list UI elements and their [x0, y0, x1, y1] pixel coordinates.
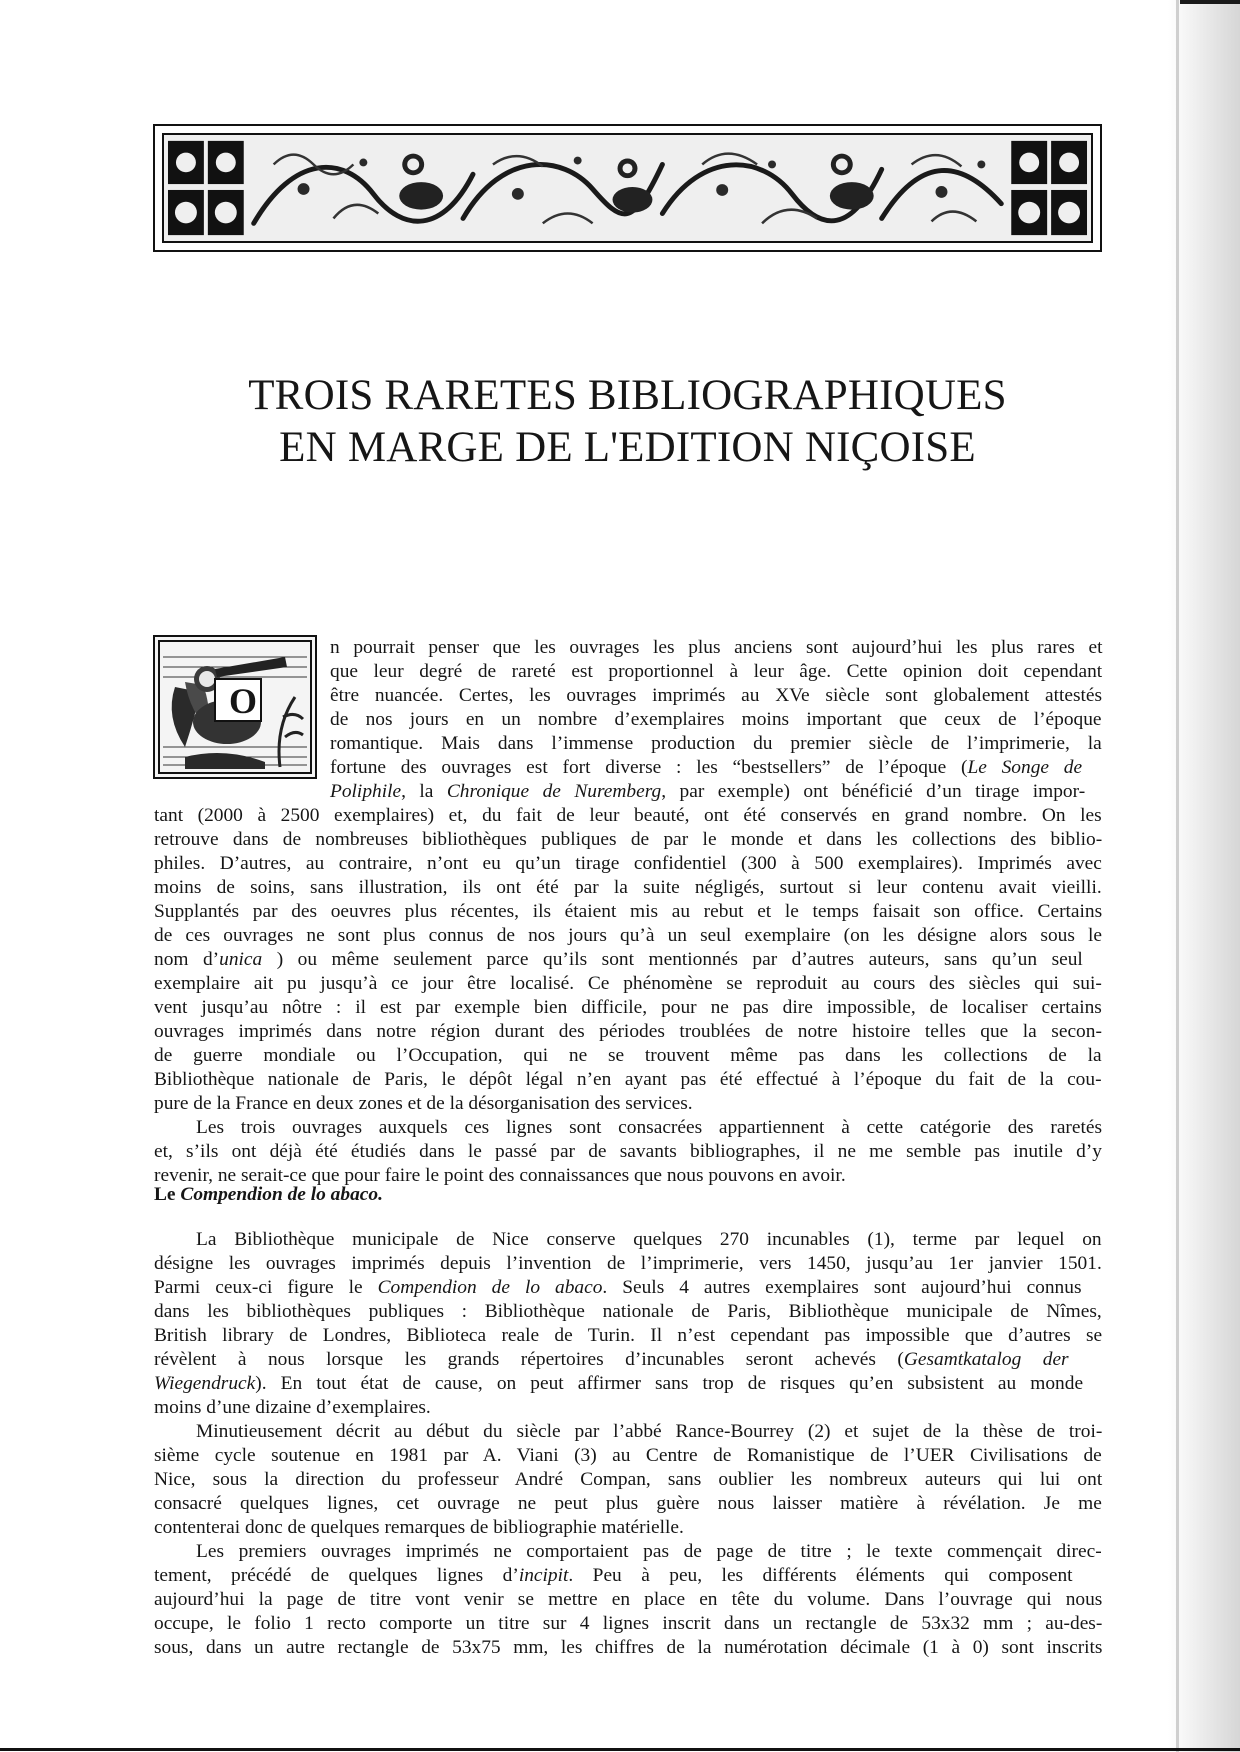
body-line: retrouve dans de nombreuses bibliothèques publiques de par le monde et dans les collections des biblio- [154, 829, 1103, 850]
body-line [154, 1276, 1082, 1300]
body-line: moins de soins, sans illustration, ils ont été par la suite négligés, surtout si leur contenu avait vieilli. [154, 877, 1102, 898]
italic-book-title: Chronique de Nuremberg [446, 781, 662, 802]
body-line: revenir, ne serait-ce que pour faire le point des connaissances que nous pouvons en avoir. [154, 1165, 846, 1186]
body-line: ouvrages imprimés dans notre région durant des périodes troublées de notre histoire telles que la secon- [154, 1021, 1102, 1042]
body-line: consacré quelques lignes, cet ouvrage ne peut plus guère nous laisser matière à révélation. Je me [154, 1493, 1102, 1514]
body-line: La Bibliothèque municipale de Nice conserve quelques 270 incunables (1), terme par lequel on [196, 1229, 1102, 1250]
body-line: moins d’une dizaine d’exemplaires. [154, 1397, 431, 1418]
body-line: Nice, sous la direction du professeur André Compan, sans oublier les nombreux auteurs qui lui ont [154, 1469, 1103, 1490]
text-run: ). En tout état de cause, on peut affirmer sans trop de risques qu’en subsistent au monde [255, 1373, 1084, 1394]
text-run: ) ou même seulement parce qu’ils sont mentionnés par d’autres auteurs, sans qu’un seul [262, 949, 1083, 970]
scan-bottom-rule [0, 1748, 1240, 1751]
body-line: philes. D’autres, au contraire, n’ont eu qu’un tirage confidentiel (300 à 500 exemplaires). Imprimés avec [154, 853, 1102, 874]
scan-top-rule [1180, 0, 1240, 4]
body-line: Bibliothèque nationale de Paris, le dépôt légal n’en ayant pas été effectué à l’époque du fait de la cou- [154, 1069, 1102, 1090]
body-line: de nos jours en un nombre d’exemplaires moins important que ceux de l’époque [330, 709, 1102, 730]
body-line: être nuancée. Certes, les ouvrages imprimés au XVe siècle sont globalement attestés [330, 685, 1103, 706]
body-line: Les premiers ouvrages imprimés ne comportaient pas de page de titre ; le texte commençait direc- [196, 1541, 1102, 1562]
body-line [154, 1372, 1083, 1396]
body-line: tant (2000 à 2500 exemplaires) et, du fait de leur beauté, ont été conservés en grand nombre. On les [154, 805, 1102, 826]
body-line: exemplaire ait pu jusqu’à ce jour être localisé. Ce phénomène se reproduit au cours des siècles qui sui- [154, 973, 1102, 994]
text-run: nom d’ [154, 949, 220, 970]
body-line: sième cycle soutenue en 1981 par A. Viani (3) au Centre de Romanistique de l’UER Civilisations de [154, 1445, 1102, 1466]
body-line: aujourd’hui la page de titre vont venir se mettre en place en tête du volume. Dans l’ouvrage qui nous [154, 1589, 1103, 1610]
body-line: British library de Londres, Biblioteca reale de Turin. Il n’est cependant pas impossible que d’autres se [154, 1325, 1103, 1346]
text-run: , par exemple) ont bénéficié d’un tirage impor- [661, 781, 1086, 802]
body-line: n pourrait penser que les ouvrages les plus anciens sont aujourd’hui les plus rares et [330, 637, 1103, 658]
italic-book-title: Poliphile [330, 781, 402, 802]
body-line: désigne les ouvrages imprimés depuis l’invention de l’imprimerie, vers 1450, jusqu’au 1er janvier 1501. [154, 1253, 1102, 1274]
text-run: fortune des ouvrages est fort diverse : les “bestsellers” de l’époque ( [330, 757, 968, 778]
body-line: Les trois ouvrages auxquels ces lignes sont consacrées appartiennent à cette catégorie des raretés [196, 1117, 1103, 1138]
body-line: vent jusqu’au nôtre : il est par exemple bien difficile, pour ne pas dire impossible, de localiser certains [154, 997, 1102, 1018]
italic-term: incipit [518, 1565, 569, 1586]
text-run: tement, précédé de quelques lignes d’ [154, 1565, 519, 1586]
body-line: occupe, le folio 1 recto comporte un titre sur 4 lignes inscrit dans un rectangle de 53x32 mm ; au-des- [154, 1613, 1103, 1634]
body-line: Supplantés par des oeuvres plus récentes, ils étaient mis au rebut et le temps faisait son office. Certains [154, 901, 1103, 922]
body-line: et, s’ils ont déjà été étudiés dans le passé par de savants bibliographes, il ne me semble pas inutile d’y [154, 1141, 1102, 1162]
illustrated-dropcap [153, 635, 317, 779]
scan-page-edge [1168, 0, 1240, 1752]
section-heading [154, 1183, 383, 1207]
body-line [330, 756, 1082, 780]
text-run: Parmi ceux-ci figure le [154, 1277, 378, 1298]
article-title-line-1: TROIS RARETES BIBLIOGRAPHIQUES [248, 372, 1007, 419]
italic-book-title: Le Songe de [967, 757, 1083, 778]
article-title-line-2: EN MARGE DE L'EDITION NIÇOISE [279, 424, 976, 471]
text-run: . Seuls 4 autres exemplaires sont aujourd’hui connus [602, 1277, 1082, 1298]
section-heading-title: Compendion de lo abaco. [180, 1184, 383, 1205]
body-line: de ces ouvrages ne sont plus connus de nos jours qu’à un seul exemplaire (on les désigne alors sous le [154, 925, 1103, 946]
body-line [154, 948, 1083, 972]
body-line: romantique. Mais dans l’immense production du premier siècle de l’imprimerie, la [330, 733, 1102, 754]
body-line [330, 780, 1085, 804]
body-line: Minutieusement décrit au début du siècle par l’abbé Rance-Bourrey (2) et sujet de la thèse de troi- [196, 1421, 1103, 1442]
text-run: , la [401, 781, 447, 802]
italic-book-title: Wiegendruck [154, 1373, 256, 1394]
woodcut-ornament-drawing [164, 135, 1091, 241]
text-run: révèlent à nous lorsque les grands répertoires d’incunables seront achevés ( [154, 1349, 904, 1370]
woodcut-ornament [162, 133, 1093, 243]
body-line: de guerre mondiale ou l’Occupation, qui ne se trouvent même pas dans les collections de la [154, 1045, 1102, 1066]
italic-book-title: Compendion de lo abaco [377, 1277, 603, 1298]
text-run: . Peu à peu, les différents éléments qui composent [568, 1565, 1073, 1586]
section-heading-prefix: Le [154, 1184, 181, 1205]
body-line: sous, dans un autre rectangle de 53x75 mm, les chiffres de la numérotation décimale (1 à 0) sont inscrits [154, 1637, 1103, 1658]
dropcap-letter: O [228, 681, 257, 721]
body-line [154, 1564, 1073, 1588]
italic-book-title: Gesamtkatalog der [903, 1349, 1069, 1370]
body-line [154, 1348, 1069, 1372]
woodcut-header-band [153, 124, 1102, 252]
body-line: dans les bibliothèques publiques : Bibliothèque nationale de Paris, Bibliothèque municipale de Nîmes, [154, 1301, 1102, 1322]
italic-term: unica [219, 949, 263, 970]
body-line: que leur degré de rareté est proportionnel à leur âge. Cette opinion doit cependant [330, 661, 1103, 682]
body-line: pure de la France en deux zones et de la désorganisation des services. [154, 1093, 693, 1114]
body-line: contenterai donc de quelques remarques de bibliographie matérielle. [154, 1517, 684, 1538]
